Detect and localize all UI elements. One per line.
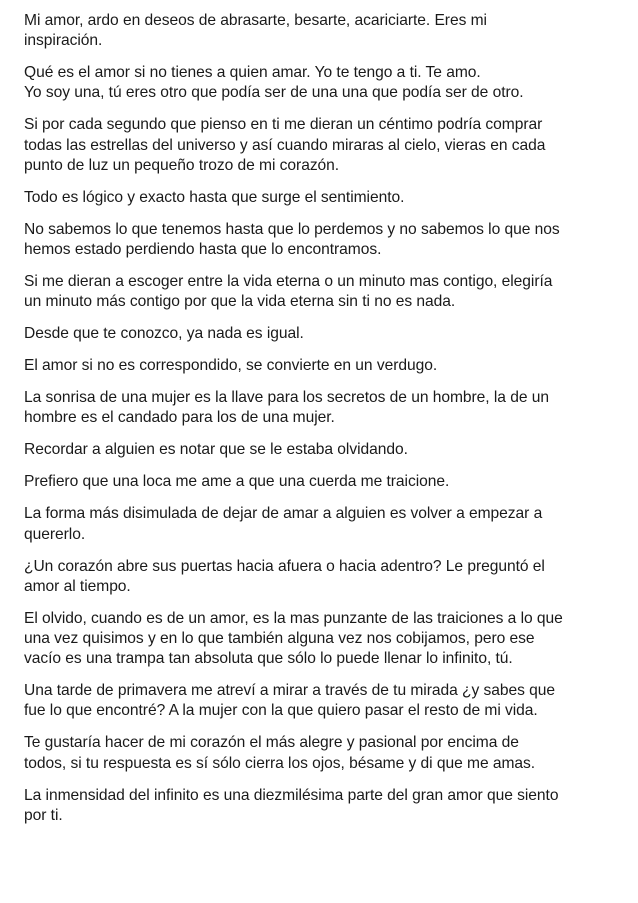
paragraph: [24, 440, 624, 460]
text-line: amor al tiempo.: [24, 577, 131, 595]
paragraph: [24, 356, 624, 376]
text-line: punto de luz un pequeño trozo de mi corazón.: [24, 156, 340, 174]
paragraph: [24, 557, 624, 597]
paragraph: [24, 324, 624, 344]
text-line: un minuto más contigo por que la vida eterna sin ti no es nada.: [24, 293, 456, 311]
paragraph: [24, 63, 624, 103]
paragraph: [24, 11, 624, 51]
text-line: Mi amor, ardo en deseos de abrasarte, besarte, acariciarte. Eres mi: [24, 12, 487, 29]
text-line: por ti.: [24, 806, 63, 824]
text-line: quererlo.: [24, 525, 86, 543]
text-line: Si por cada segundo que pienso en ti me dieran un céntimo podría comprar: [24, 116, 543, 134]
text-line: inspiración.: [24, 32, 103, 50]
text-line: La sonrisa de una mujer es la llave para los secretos de un hombre, la de un: [24, 389, 549, 407]
paragraph: [24, 388, 624, 428]
paragraph: [24, 115, 624, 176]
text-line: No sabemos lo que tenemos hasta que lo perdemos y no sabemos lo que nos: [24, 220, 560, 238]
paragraph: [24, 472, 624, 492]
text-line: Qué es el amor si no tienes a quien amar. Yo te tengo a ti. Te amo.: [24, 64, 481, 82]
text-line: El olvido, cuando es de un amor, es la mas punzante de las traiciones a lo que: [24, 609, 563, 627]
text-line: La inmensidad del infinito es una diezmilésima parte del gran amor que siento: [24, 786, 559, 804]
paragraph: [24, 609, 624, 670]
text-line: Prefiero que una loca me ame a que una cuerda me traicione.: [24, 473, 450, 491]
text-line: Todo es lógico y exacto hasta que surge el sentimiento.: [24, 188, 405, 206]
text-line: ¿Un corazón abre sus puertas hacia afuera o hacia adentro? Le preguntó el: [24, 557, 545, 575]
paragraph: [24, 733, 624, 773]
paragraph: [24, 220, 624, 260]
text-line: Yo soy una, tú eres otro que podía ser de una una que podía ser de otro.: [24, 84, 524, 102]
text-line: una vez quisimos y en lo que también alguna vez nos cobijamos, pero ese: [24, 630, 535, 648]
text-line: todas las estrellas del universo y así cuando miraras al cielo, vieras en cada: [24, 136, 546, 154]
paragraph: [24, 681, 624, 721]
paragraph: [24, 504, 624, 544]
text-line: La forma más disimulada de dejar de amar a alguien es volver a empezar a: [24, 505, 543, 523]
text-line: El amor si no es correspondido, se convierte en un verdugo.: [24, 357, 438, 375]
text-line: Recordar a alguien es notar que se le estaba olvidando.: [24, 441, 408, 459]
text-line: vacío es una trampa tan absoluta que sólo lo puede llenar lo infinito, tú.: [24, 650, 513, 668]
text-line: Te gustaría hacer de mi corazón el más alegre y pasional por encima de: [24, 734, 519, 752]
text-line: Si me dieran a escoger entre la vida eterna o un minuto mas contigo, elegiría: [24, 273, 553, 291]
paragraph: [24, 272, 624, 312]
text-line: todos, si tu respuesta es sí sólo cierra los ojos, bésame y di que me amas.: [24, 754, 536, 772]
text-line: hombre es el candado para los de una mujer.: [24, 409, 335, 427]
text-line: fue lo que encontré? A la mujer con la que quiero pasar el resto de mi vida.: [24, 702, 538, 720]
text-line: hemos estado perdiendo hasta que lo encontramos.: [24, 241, 382, 259]
text-line: Una tarde de primavera me atreví a mirar a través de tu mirada ¿y sabes que: [24, 682, 556, 700]
text-line: Desde que te conozco, ya nada es igual.: [24, 325, 304, 343]
paragraph: [24, 188, 624, 208]
paragraph: [24, 786, 624, 826]
